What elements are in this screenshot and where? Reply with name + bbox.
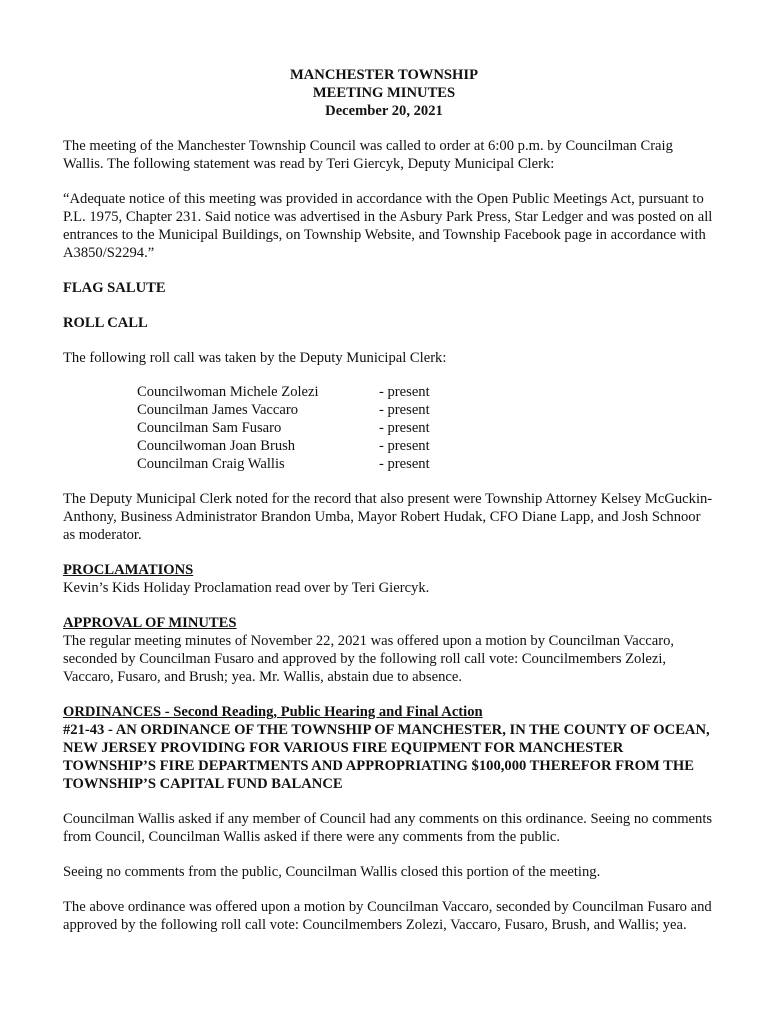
roll-call-heading: ROLL CALL (63, 315, 148, 331)
ordinance-paragraph-3: The above ordinance was offered upon a motion by Councilman Vaccaro, seconded by Councilman Fusaro and approved by the following roll call vote: Councilmembers Zolezi, Vaccaro, Fusaro, Brush, and Wallis; yea. (63, 899, 712, 933)
notice-statement: “Adequate notice of this meeting was provided in accordance with the Open Public Meetings Act, pursuant to P.L. 1975, Chapter 231. Said notice was advertised in the Asbury Park Press, Star Ledger and was posted on all entrances to the Municipal Buildings, on Township Website, and Township Facebook page in accordance with A3850/S2294.” (63, 191, 713, 261)
proclamations-heading: PROCLAMATIONS (63, 562, 194, 578)
member-status: - present (379, 420, 430, 436)
ordinance-title: #21-43 - AN ORDINANCE OF THE TOWNSHIP OF MANCHESTER, IN THE COUNTY OF OCEAN, NEW JERSEY PROVIDING FOR VARIOUS FIRE EQUIPMENT FOR MANCHESTER TOWNSHIP’S FIRE DEPARTMENTS AND APPROPRIATING $100,000 THEREFOR FROM THE TOWNSHIP’S CAPITAL FUND BALANCE (63, 722, 710, 792)
member-name: Councilman Sam Fusaro (137, 420, 282, 436)
document-header (55, 66, 713, 120)
member-name: Councilwoman Joan Brush (137, 438, 296, 454)
intro-paragraph: The meeting of the Manchester Township Council was called to order at 6:00 p.m. by Councilman Craig Wallis. The following statement was read by Teri Giercyk, Deputy Municipal Clerk: (63, 138, 673, 172)
also-present-paragraph: The Deputy Municipal Clerk noted for the record that also present were Township Attorney Kelsey McGuckin-Anthony, Business Administrator Brandon Umba, Mayor Robert Hudak, CFO Diane Lapp, and Josh Schnoor as moderator. (63, 491, 713, 543)
roll-call-list (137, 383, 713, 473)
member-status: - present (379, 438, 430, 454)
ordinance-paragraph-1: Councilman Wallis asked if any member of Council had any comments on this ordinance. Seeing no comments from Council, Councilman Wallis asked if there were any comments from the public. (63, 811, 713, 845)
member-status: - present (379, 456, 430, 472)
ordinances-section (63, 703, 713, 934)
flag-salute-heading: FLAG SALUTE (63, 280, 166, 296)
approval-text: The regular meeting minutes of November 22, 2021 was offered upon a motion by Councilman Vaccaro, seconded by Councilman Fusaro and approved by the following roll call vote: Councilmembers Zolezi, Vaccaro, Fusaro, and Brush; yea. Mr. Wallis, abstain due to absence. (63, 633, 675, 685)
member-name: Councilwoman Michele Zolezi (137, 384, 319, 400)
roll-call-row (137, 383, 713, 401)
roll-call-row (137, 401, 713, 419)
minutes-page (63, 66, 713, 934)
roll-call-row (137, 455, 713, 473)
proclamations-text: Kevin’s Kids Holiday Proclamation read over by Teri Giercyk. (63, 580, 430, 596)
member-name: Councilman Craig Wallis (137, 456, 285, 472)
approval-section (63, 614, 713, 686)
township-name: MANCHESTER TOWNSHIP (289, 67, 478, 83)
ordinance-paragraph-2: Seeing no comments from the public, Councilman Wallis closed this portion of the meeting. (63, 864, 601, 880)
roll-call-row (137, 419, 713, 437)
roll-call-intro: The following roll call was taken by the Deputy Municipal Clerk: (63, 350, 447, 366)
approval-heading: APPROVAL OF MINUTES (63, 615, 237, 631)
meeting-date: December 20, 2021 (325, 103, 443, 119)
roll-call-row (137, 437, 713, 455)
member-name: Councilman James Vaccaro (137, 402, 299, 418)
document-type: MEETING MINUTES (312, 85, 456, 101)
proclamations-section (63, 561, 713, 597)
member-status: - present (379, 402, 430, 418)
member-status: - present (379, 384, 430, 400)
ordinances-heading: ORDINANCES - Second Reading, Public Hearing and Final Action (63, 704, 483, 720)
